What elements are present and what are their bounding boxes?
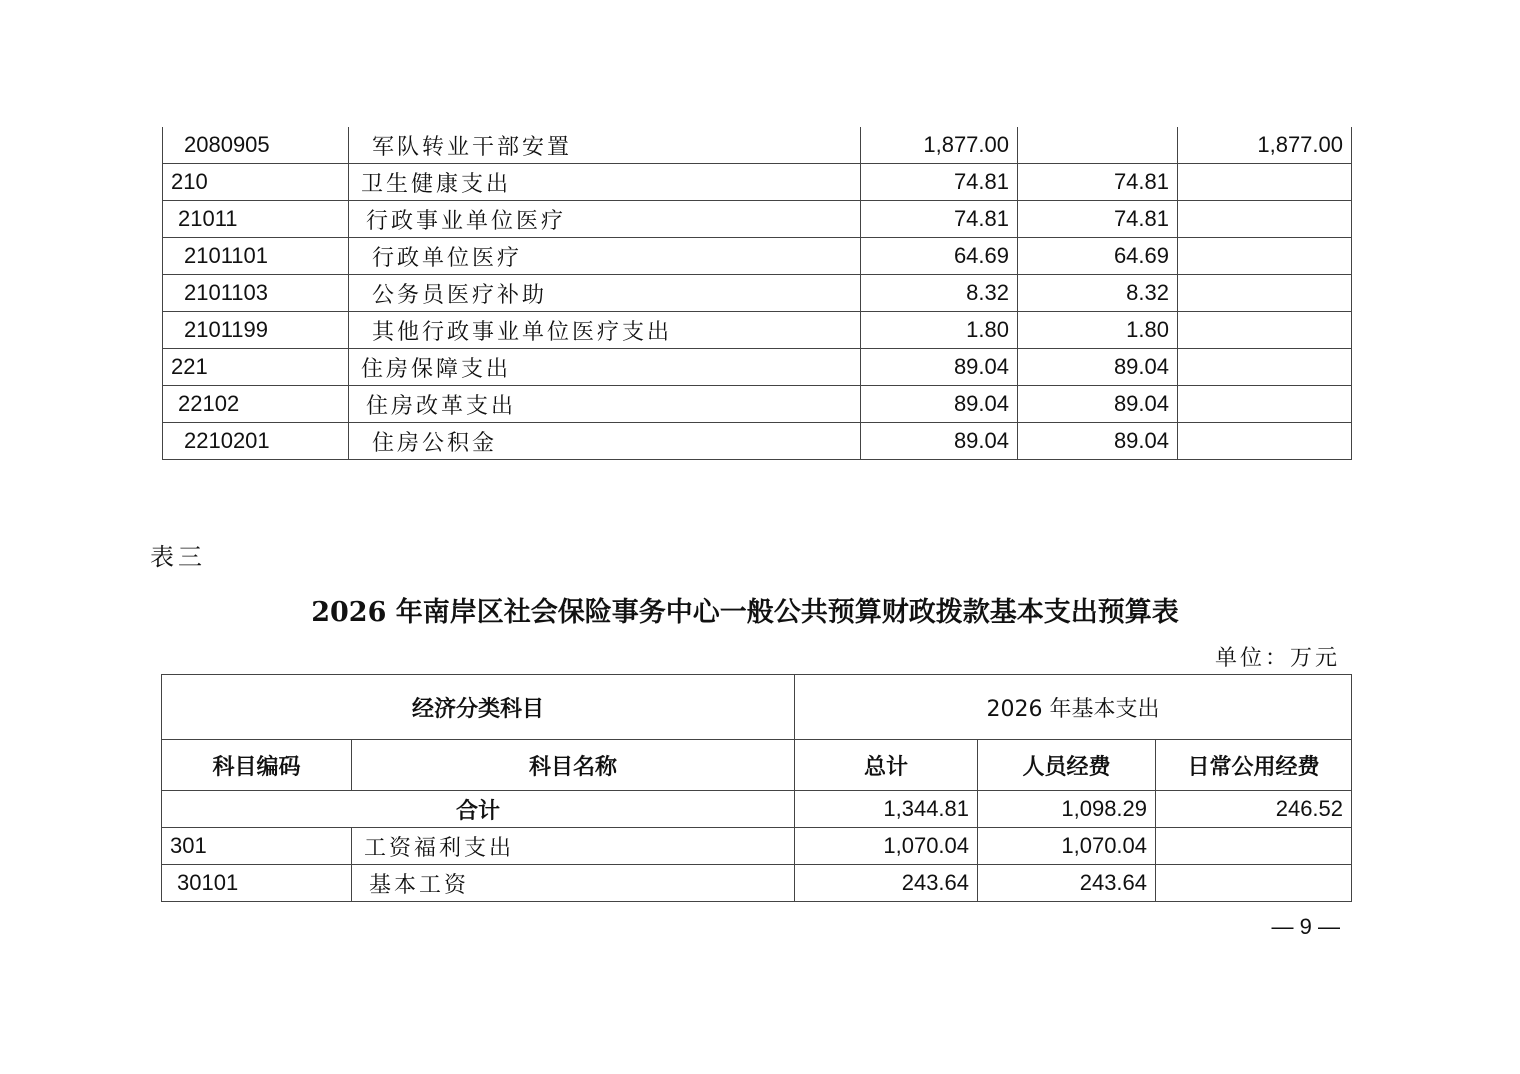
header-total: 总计: [795, 740, 978, 791]
header-code: 科目编码: [162, 740, 352, 791]
amount-total: 8.32: [861, 275, 1018, 312]
header-basic-expenditure-2026: 2026 年基本支出: [795, 675, 1352, 740]
subject-name: 住房保障支出: [349, 349, 861, 386]
subject-code: 22102: [163, 386, 349, 423]
amount-total: 64.69: [861, 238, 1018, 275]
amount-public: [1156, 865, 1352, 902]
basic-expenditure-table: [161, 674, 1352, 902]
amount-total: 74.81: [861, 164, 1018, 201]
table-row: [163, 127, 1352, 164]
amount-project: [1178, 164, 1352, 201]
table-row: [163, 275, 1352, 312]
table-row: [163, 164, 1352, 201]
table-row: [163, 312, 1352, 349]
table-row: [163, 201, 1352, 238]
subject-code: 221: [163, 349, 349, 386]
amount-basic: 1.80: [1018, 312, 1178, 349]
page-number: — 9 —: [1271, 914, 1340, 939]
amount-project: [1178, 423, 1352, 460]
amount-personnel: 1,070.04: [978, 828, 1156, 865]
header-name: 科目名称: [352, 740, 795, 791]
amount-project: [1178, 312, 1352, 349]
group-header-row: [162, 675, 1352, 740]
amount-project: [1178, 275, 1352, 312]
subject-name: 行政单位医疗: [349, 238, 861, 275]
header-economic-category: 经济分类科目: [162, 675, 795, 740]
amount-project: [1178, 386, 1352, 423]
total-label: 合计: [162, 791, 795, 828]
amount-project: [1178, 201, 1352, 238]
table-three-label: 表三: [150, 543, 206, 571]
subject-name: 住房公积金: [349, 423, 861, 460]
amount-total: 243.64: [795, 865, 978, 902]
amount-basic: 89.04: [1018, 423, 1178, 460]
total-sum: 1,344.81: [795, 791, 978, 828]
amount-basic: 74.81: [1018, 201, 1178, 238]
amount-total: 1.80: [861, 312, 1018, 349]
header-public: 日常公用经费: [1156, 740, 1352, 791]
amount-project: [1178, 238, 1352, 275]
amount-public: [1156, 828, 1352, 865]
subject-name: 军队转业干部安置: [349, 127, 861, 164]
amount-project: [1178, 349, 1352, 386]
amount-total: 89.04: [861, 423, 1018, 460]
table-row: [163, 386, 1352, 423]
table-row: [163, 349, 1352, 386]
subject-code: 21011: [163, 201, 349, 238]
subject-code: 2101103: [163, 275, 349, 312]
total-row: [162, 791, 1352, 828]
total-personnel: 1,098.29: [978, 791, 1156, 828]
subject-code: 30101: [162, 865, 352, 902]
unit-label: 单位：万元: [1214, 646, 1340, 671]
table-row: [162, 828, 1352, 865]
amount-total: 1,070.04: [795, 828, 978, 865]
subject-code: 2210201: [163, 423, 349, 460]
amount-basic: 74.81: [1018, 164, 1178, 201]
column-header-row: [162, 740, 1352, 791]
subject-name: 行政事业单位医疗: [349, 201, 861, 238]
subject-name: 基本工资: [352, 865, 795, 902]
budget-table-continued: [162, 127, 1352, 460]
amount-personnel: 243.64: [978, 865, 1156, 902]
subject-name: 工资福利支出: [352, 828, 795, 865]
table-row: [162, 865, 1352, 902]
page-title: 2026 年南岸区社会保险事务中心一般公共预算财政拨款基本支出预算表: [311, 597, 1179, 628]
amount-total: 74.81: [861, 201, 1018, 238]
subject-name: 住房改革支出: [349, 386, 861, 423]
total-public: 246.52: [1156, 791, 1352, 828]
amount-total: 89.04: [861, 386, 1018, 423]
amount-basic: 89.04: [1018, 386, 1178, 423]
subject-code: 210: [163, 164, 349, 201]
amount-total: 1,877.00: [861, 127, 1018, 164]
subject-code: 2080905: [163, 127, 349, 164]
header-personnel: 人员经费: [978, 740, 1156, 791]
subject-code: 2101101: [163, 238, 349, 275]
subject-name: 其他行政事业单位医疗支出: [349, 312, 861, 349]
subject-code: 301: [162, 828, 352, 865]
subject-name: 公务员医疗补助: [349, 275, 861, 312]
amount-project: 1,877.00: [1178, 127, 1352, 164]
table-row: [163, 423, 1352, 460]
table-row: [163, 238, 1352, 275]
amount-total: 89.04: [861, 349, 1018, 386]
amount-basic: [1018, 127, 1178, 164]
subject-code: 2101199: [163, 312, 349, 349]
amount-basic: 64.69: [1018, 238, 1178, 275]
subject-name: 卫生健康支出: [349, 164, 861, 201]
amount-basic: 8.32: [1018, 275, 1178, 312]
amount-basic: 89.04: [1018, 349, 1178, 386]
